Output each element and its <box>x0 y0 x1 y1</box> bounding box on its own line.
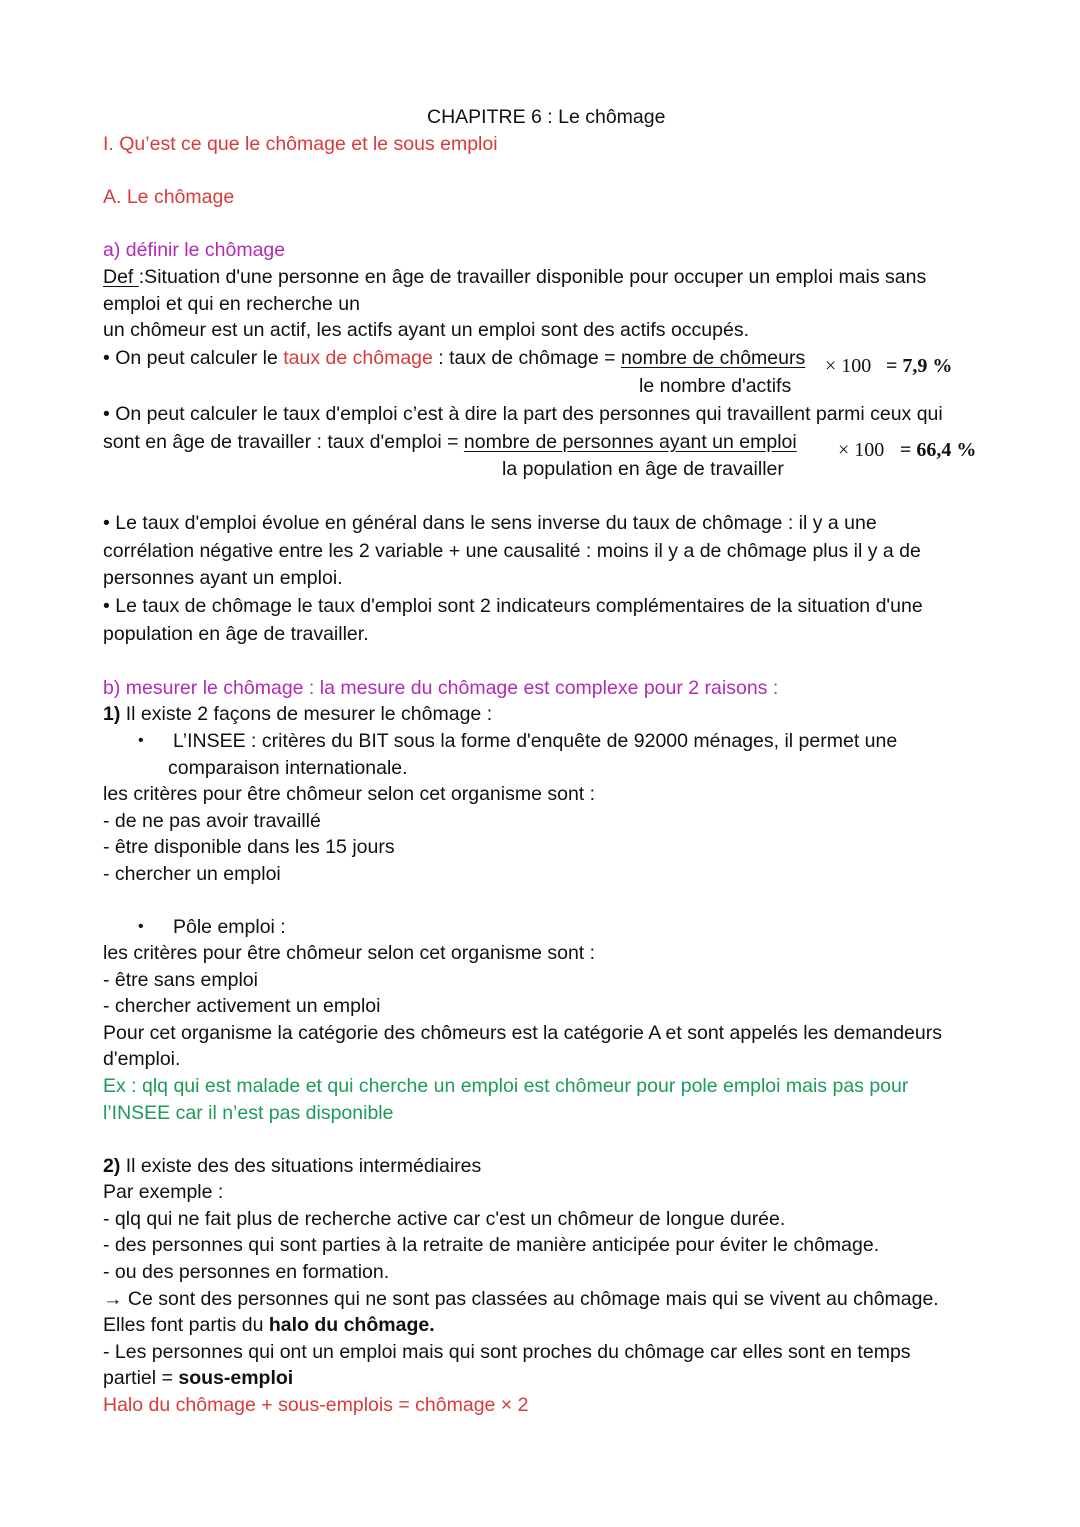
situations-conclusion: → Ce sont des personnes qui ne sont pas classées au chômage mais qui se vivent au chômage. <box>103 1288 939 1310</box>
employment-rate-line-2 <box>103 430 797 454</box>
unemployment-rate-line <box>103 346 805 370</box>
pole-category-line-1: Pour cet organisme la catégorie des chômeurs est la catégorie A et sont appelés les demandeurs <box>103 1022 942 1044</box>
reason-2 <box>103 1154 481 1178</box>
situation-3: - ou des personnes en formation. <box>103 1261 390 1283</box>
definition-text: :Situation d'une personne en âge de travailler disponible pour occuper un emploi mais sans <box>138 266 927 288</box>
definition-line-1 <box>103 265 926 289</box>
correlation-line-4: • Le taux de chômage le taux d'emploi sont 2 indicateurs complémentaires de la situation d'une <box>103 595 923 617</box>
pole-criteria-2: - chercher activement un emploi <box>103 995 381 1017</box>
subsection-a-heading: a) définir le chômage <box>103 239 286 261</box>
sous-emploi-line-1: - Les personnes qui ont un emploi mais qui sont proches du chômage car elles sont en temps <box>103 1341 911 1363</box>
unemployment-rate-result: = 7,9 % <box>886 355 953 377</box>
employment-rate-denominator: la population en âge de travailler <box>502 458 784 480</box>
reason-1-number: 1) <box>103 703 121 725</box>
definition-line-3: un chômeur est un actif, les actifs ayant un emploi sont des actifs occupés. <box>103 319 750 341</box>
employment-rate-factor: × 100 <box>838 439 885 461</box>
unemployment-rate-numerator: nombre de chômeurs <box>620 347 806 369</box>
reason-1 <box>103 702 492 726</box>
insee-criteria-intro: les critères pour être chômeur selon cet organisme sont : <box>103 783 596 805</box>
bullet-insee: • <box>138 732 144 749</box>
insee-criteria-2: - être disponible dans les 15 jours <box>103 836 395 858</box>
pole-criteria-1: - être sans emploi <box>103 969 258 991</box>
halo-line <box>103 1313 435 1337</box>
unemployment-rate-denominator: le nombre d'actifs <box>639 375 792 397</box>
pole-category-line-2: d'emploi. <box>103 1048 181 1070</box>
halo-term: halo du chômage. <box>268 1314 435 1336</box>
pole-emploi-heading: Pôle emploi : <box>173 916 286 938</box>
insee-line-1: L’INSEE : critères du BIT sous la forme d'enquête de 92000 ménages, il permet une <box>173 730 898 752</box>
situations-intro: Par exemple : <box>103 1181 224 1203</box>
example-line-1: Ex : qlq qui est malade et qui cherche un emploi est chômeur pour pole emploi mais pas pour <box>103 1075 909 1097</box>
correlation-line-3: personnes ayant un emploi. <box>103 567 343 589</box>
section-1-heading: I. Qu’est ce que le chômage et le sous emploi <box>103 133 498 155</box>
pole-criteria-intro: les critères pour être chômeur selon cet organisme sont : <box>103 942 596 964</box>
reason-2-number: 2) <box>103 1155 121 1177</box>
insee-criteria-1: - de ne pas avoir travaillé <box>103 810 321 832</box>
correlation-line-5: population en âge de travailler. <box>103 623 369 645</box>
subsection-b-heading: b) mesurer le chômage : la mesure du chômage est complexe pour 2 raisons : <box>103 677 779 699</box>
employment-rate-line-1: • On peut calculer le taux d'emploi c’est à dire la part des personnes qui travaillent parmi ceux qui <box>103 403 943 425</box>
section-a-heading: A. Le chômage <box>103 186 235 208</box>
sous-emploi-term: sous-emploi <box>178 1367 294 1389</box>
insee-line-2: comparaison internationale. <box>168 757 408 779</box>
correlation-line-1: • Le taux d'emploi évolue en général dans le sens inverse du taux de chômage : il y a une <box>103 512 877 534</box>
insee-criteria-3: - chercher un emploi <box>103 863 281 885</box>
page-title: CHAPITRE 6 : Le chômage <box>427 106 666 128</box>
bullet-pole: • <box>138 918 144 935</box>
example-line-2: l’INSEE car il n’est pas disponible <box>103 1102 394 1124</box>
reason-1-text: Il existe 2 façons de mesurer le chômage : <box>120 703 493 725</box>
correlation-line-2: corrélation négative entre les 2 variable + une causalité : moins il y a de chômage plus il y a de <box>103 540 921 562</box>
situation-1: - qlq qui ne fait plus de recherche active car c'est un chômeur de longue durée. <box>103 1208 786 1230</box>
reason-2-text: Il existe des des situations intermédiaires <box>120 1155 482 1177</box>
sous-emploi-line-2 <box>103 1366 293 1390</box>
employment-rate-result: = 66,4 % <box>900 439 977 461</box>
unemployment-rate-eq: : taux de chômage = <box>432 347 621 369</box>
sous-emploi-prefix: partiel = <box>103 1367 179 1389</box>
employment-rate-numerator: nombre de personnes ayant un emploi <box>463 431 797 453</box>
unemployment-rate-intro: • On peut calculer le <box>103 347 284 369</box>
employment-rate-eq: sont en âge de travailler : taux d'emploi = <box>103 431 464 453</box>
halo-prefix: Elles font partis du <box>103 1314 269 1336</box>
unemployment-rate-factor: × 100 <box>825 355 872 377</box>
situation-2: - des personnes qui sont parties à la retraite de manière anticipée pour éviter le chômage. <box>103 1234 880 1256</box>
halo-formula: Halo du chômage + sous-emplois = chômage × 2 <box>103 1394 529 1416</box>
definition-line-2: emploi et qui en recherche un <box>103 293 360 315</box>
definition-label: Def <box>103 266 139 288</box>
unemployment-rate-term: taux de chômage <box>283 347 433 369</box>
